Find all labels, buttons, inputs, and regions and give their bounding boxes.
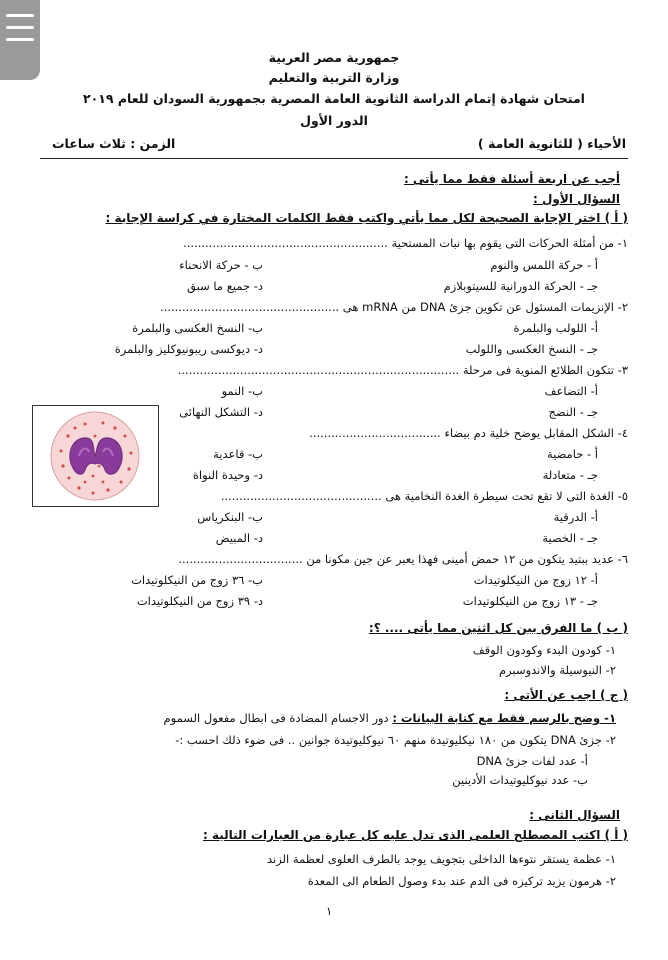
q1-item-3-option-b: ب- النمو bbox=[221, 384, 263, 398]
q1-item-3-option-a: أ- التضاعف bbox=[544, 384, 598, 398]
neutrophil-cell-icon bbox=[33, 406, 158, 506]
q1-item-3-option-d: د- التشكل النهائى bbox=[179, 405, 263, 419]
q2-title: السؤال الثانى : bbox=[529, 808, 620, 822]
q1-part-a-title: ( أ ) اختر الإجابة الصحيحة لكل مما يأتي واكتب فقط الكلمات المختارة في كراسة الإجابة : bbox=[105, 211, 628, 225]
q1-title: السؤال الأول : bbox=[533, 192, 620, 206]
header-divider bbox=[40, 158, 628, 159]
q2-part-a-title: ( أ ) اكتب المصطلح العلمى الذى تدل عليه كل عبارة من العبارات التالية : bbox=[202, 828, 628, 842]
q1-item-6-option-b: ب- ٣٦ زوج من النيكلوتيدات bbox=[131, 573, 263, 587]
white-blood-cell-figure bbox=[32, 405, 159, 507]
q1-item-4-stem: ٤- الشكل المقابل يوضح خلية دم بيضاء .................................... bbox=[309, 426, 628, 440]
q1-item-5-option-a: أ- الدرقية bbox=[553, 510, 598, 524]
q1-item-2-stem: ٢- الإنزيمات المسئول عن تكوين جزئ DNA من mRNA هى ................................................. bbox=[160, 300, 628, 314]
q1-part-c-item-2b: ب- عدد نيوكليوتيدات الأدينين bbox=[452, 773, 588, 787]
ministry-title: وزارة التربية والتعليم bbox=[268, 70, 400, 85]
q1-item-2-option-b: ب- النسخ العكسى والبلمرة bbox=[132, 321, 263, 335]
instructions: أجب عن اربعة أسئلة فقط مما يأتى : bbox=[403, 172, 620, 186]
exam-title: امتحان شهادة إتمام الدراسة الثانوية العامة المصرية بجمهورية السودان للعام ٢٠١٩ bbox=[83, 91, 585, 106]
q1-item-1-stem: ١- من أمثلة الحركات التى يقوم بها نبات المستحية ........................................................ bbox=[183, 236, 628, 250]
page-number: ١ bbox=[326, 904, 333, 918]
q1-item-6-option-d: د- ٣٩ زوج من النيكلوتيدات bbox=[136, 594, 263, 608]
q1-part-b-item-1: ١- كودون البدء وكودون الوقف bbox=[472, 643, 616, 657]
q1-item-4-option-a: أ - حامضية bbox=[546, 447, 598, 461]
q1-item-1-option-a: أ - حركة اللمس والنوم bbox=[490, 258, 598, 272]
q1-item-2-option-d: د- ديوكسى ريبونيوكليز والبلمرة bbox=[114, 342, 263, 356]
q1-item-3-stem: ٣- تتكون الطلائع المنوية فى مرحلة ............................................................................. bbox=[177, 363, 628, 377]
republic-title: جمهورية مصر العربية bbox=[268, 50, 400, 65]
q1-item-5-stem: ٥- الغدة التى لا تقع تحت سيطرة الغدة النخامية هى ............................................ bbox=[220, 489, 628, 503]
q1-item-5-option-c: جـ - الخصية bbox=[542, 531, 598, 545]
q1-item-4-option-c: جـ - متعادلة bbox=[542, 468, 598, 482]
q1-item-1-option-c: جـ - الحركة الدورانية للسيتوبلازم bbox=[443, 279, 598, 293]
q1-part-b-title: ( ب ) ما الفرق بين كل اثنين مما يأتى .... ؟: bbox=[368, 621, 628, 635]
q1-item-4-option-d: د- وحيدة النواة bbox=[192, 468, 263, 482]
q1-item-1-option-d: د- جميع ما سبق bbox=[187, 279, 263, 293]
q1-item-3-option-c: جـ - النضج bbox=[548, 405, 598, 419]
q1-item-2-option-a: أ- اللولب والبلمرة bbox=[513, 321, 598, 335]
q1-part-c-item-2: ٢- جزئ DNA يتكون من ١٨٠ نيكليوتيدة منهم ٦٠ نيوكليوتيدة جوانين .. فى ضوء ذلك احسب :- bbox=[175, 733, 616, 747]
q1-part-c-item-1-topic: دور الاجسام المضادة فى ابطال مفعول السموم bbox=[163, 711, 393, 725]
q1-part-c-item-1 bbox=[164, 711, 616, 725]
q1-item-6-option-c: جـ - ١٣ زوج من النيكلوتيدات bbox=[462, 594, 598, 608]
session-title: الدور الأول bbox=[300, 113, 368, 128]
q2-item-2: ٢- هرمون يزيد تركيزه فى الدم عند بدء وصول الطعام الى المعدة bbox=[307, 874, 616, 888]
q1-part-b-item-2: ٢- النيوسيلة والاندوسبرم bbox=[499, 663, 616, 677]
q1-part-c-item-2a: أ- عدد لفات جزئ DNA bbox=[476, 754, 588, 768]
q1-item-2-option-c: جـ - النسخ العكسى واللولب bbox=[465, 342, 598, 356]
q2-item-1: ١- عظمة يستقر نتوءها الداخلى بتجويف يوجد بالطرف العلوى لعظمة الزند bbox=[266, 852, 616, 866]
subject-label: الأحياء ( للثانوية العامة ) bbox=[477, 136, 626, 151]
q1-item-6-option-a: أ- ١٢ زوج من النيكلوتيدات bbox=[473, 573, 598, 587]
q1-item-5-option-d: د- المبيض bbox=[215, 531, 263, 545]
time-label: الزمن : ثلاث ساعات bbox=[52, 136, 176, 151]
q1-item-6-stem: ٦- عديد ببتيد يتكون من ١٢ حمض أمينى فهذا يعبر عن جين مكونا من .................................. bbox=[178, 552, 628, 566]
q1-item-5-option-b: ب- البنكرياس bbox=[197, 510, 263, 524]
q1-item-4-option-b: ب- قاعدية bbox=[213, 447, 263, 461]
q1-item-1-option-b: ب - حركة الانحناء bbox=[179, 258, 263, 272]
menu-button[interactable] bbox=[0, 0, 40, 80]
q1-part-c-title: ( ج ) اجب عن الأتى : bbox=[504, 688, 628, 702]
q1-part-c-item-1-instruction: ١- وضح بالرسم فقط مع كتابة البيانات : bbox=[392, 711, 616, 725]
